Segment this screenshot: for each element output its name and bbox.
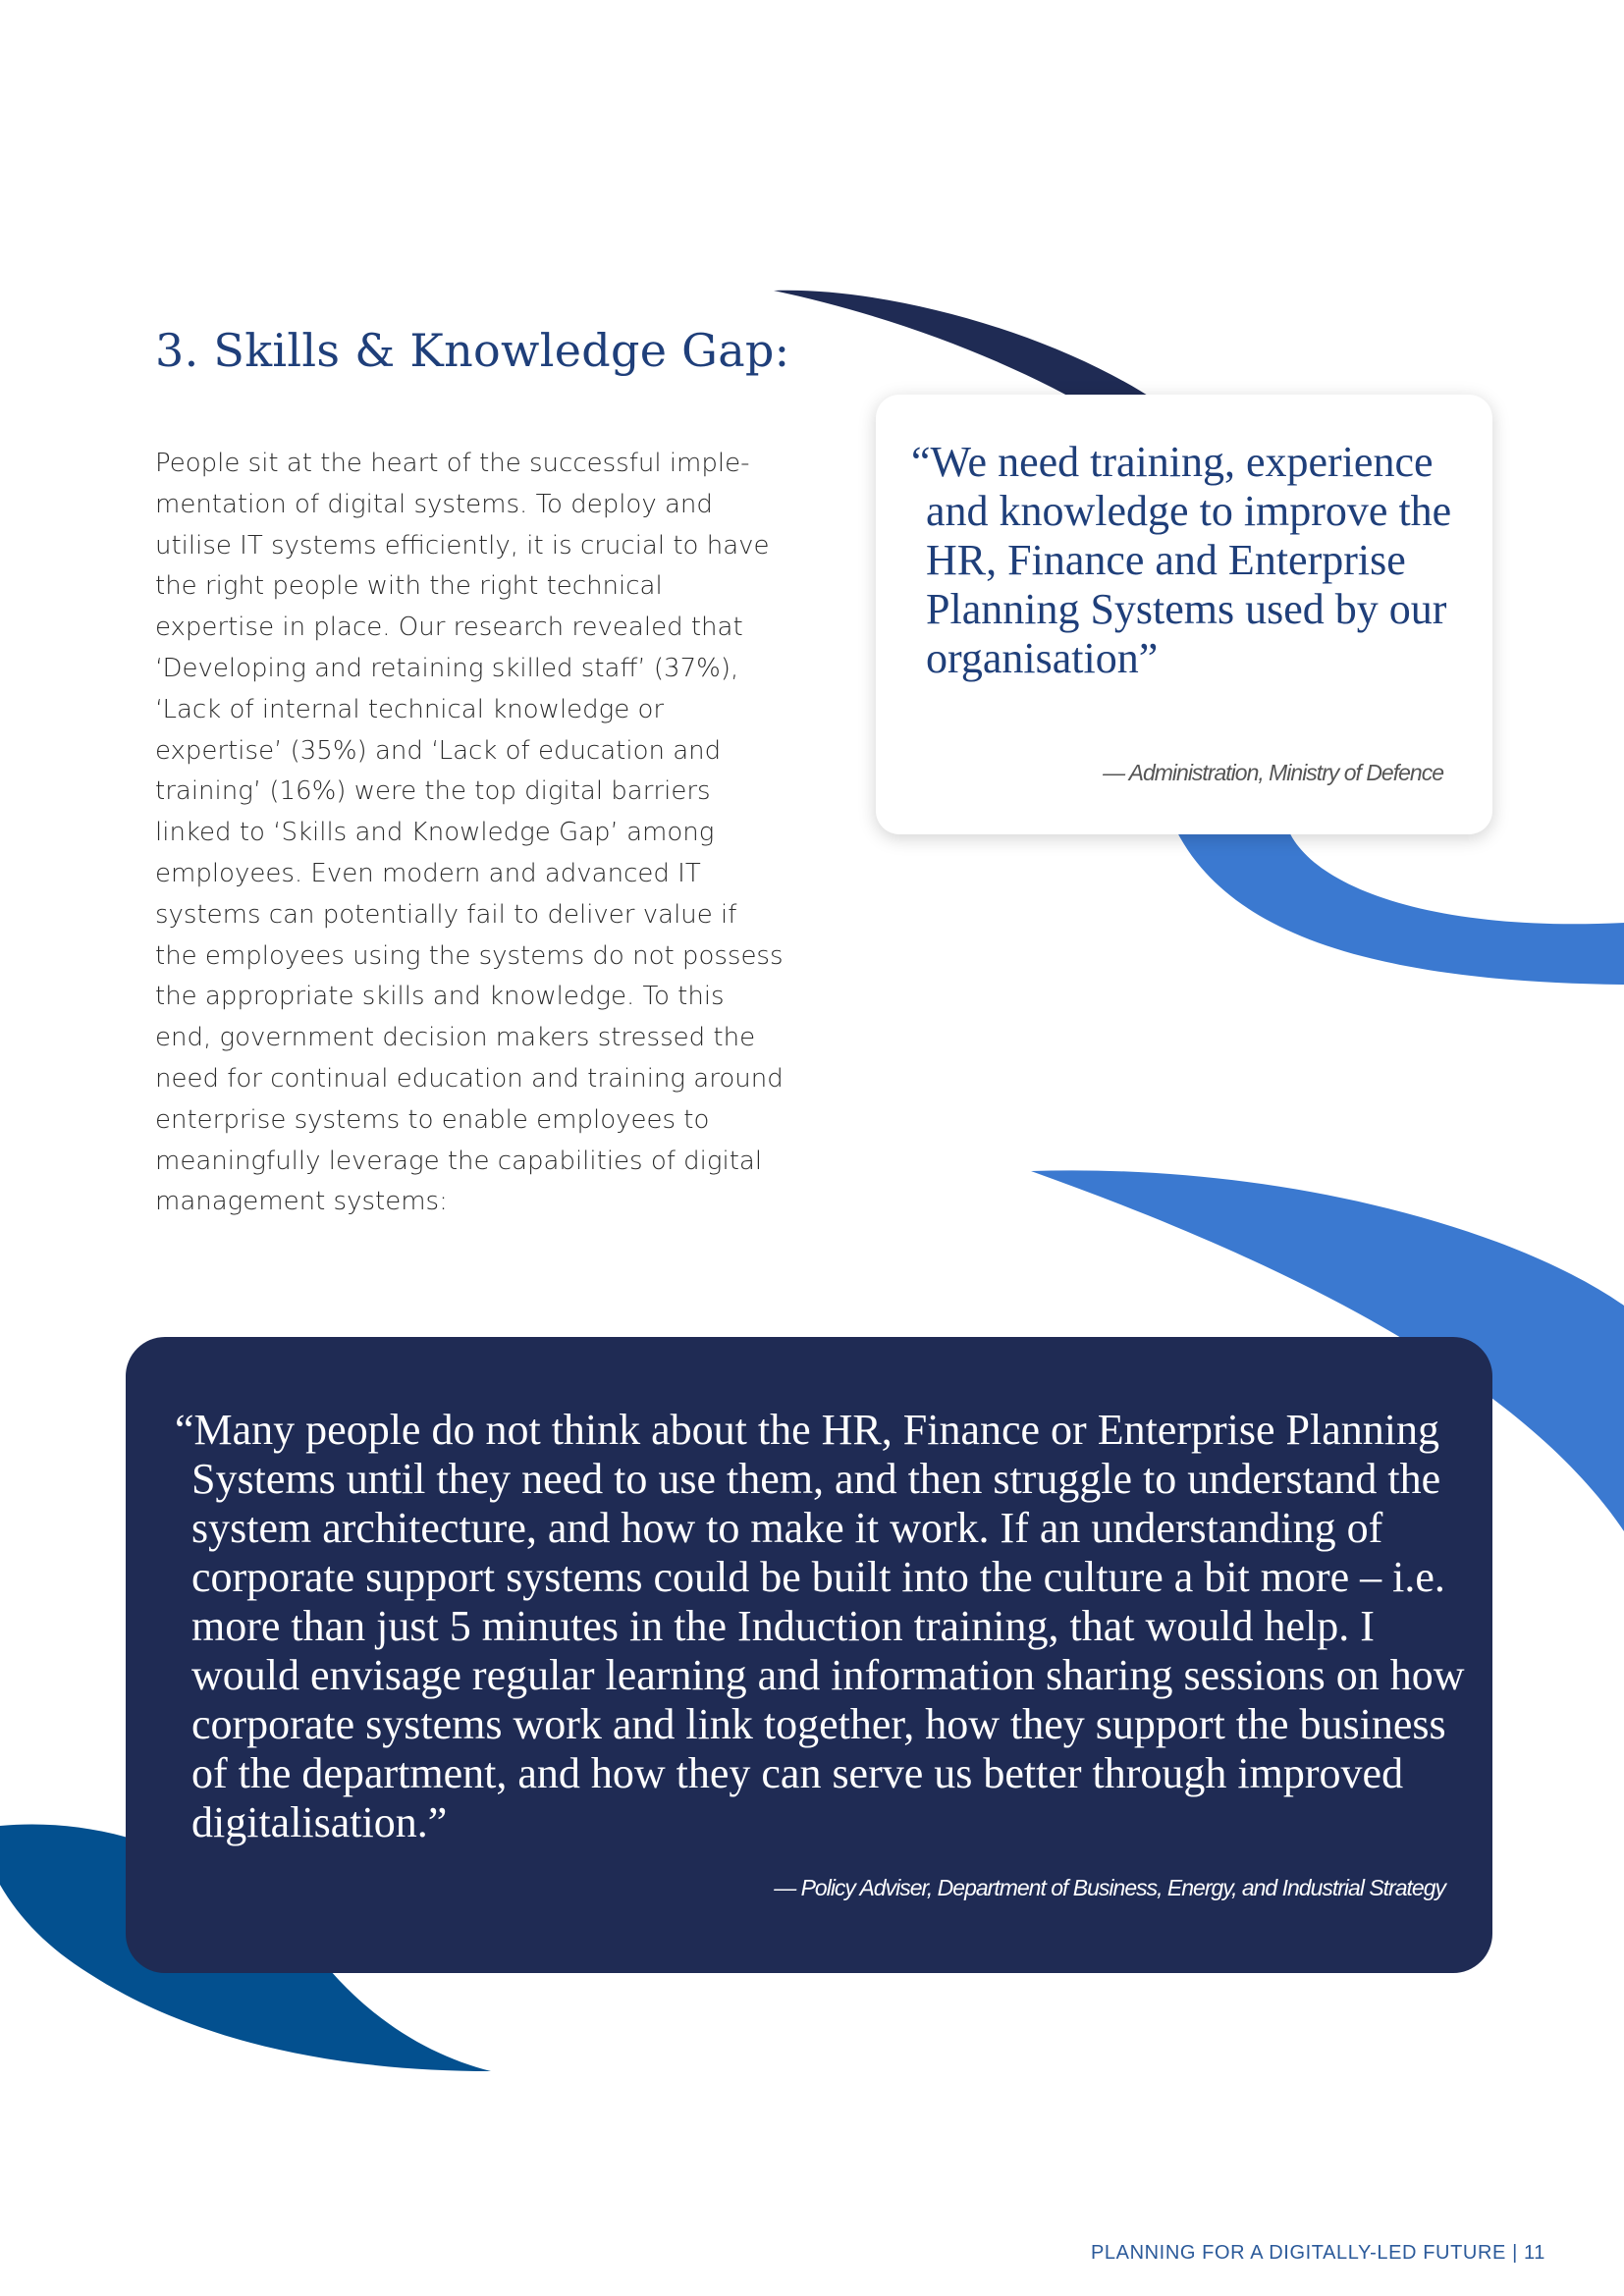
page-footer: PLANNING FOR A DIGITALLY-LED FUTURE | 11 <box>1090 2242 1545 2264</box>
pull-quote-card <box>876 395 1492 834</box>
feature-quote-card <box>126 1337 1492 1973</box>
blue-swoosh-right-top <box>1173 825 1624 985</box>
pull-quote-attribution: — Administration, Ministry of Defence <box>1103 760 1443 785</box>
navy-swoosh-top <box>774 291 1159 402</box>
feature-quote-text: “Many people do not think about the HR, Finance or Enterprise Planning Systems until they need to use them, and then struggle to understand the system architecture, and how to make it work. If an understanding of corporate support systems could be built into the culture a bit more – i.e. more than just 5 minutes in the Induction training, that would help. I would envisage regular learning and information sharing sessions on how corporate systems work and link together, how they support the business of the department, and how they can serve us better through improved digitalisation.” <box>175 1406 1465 1846</box>
section-heading: 3. Skills & Knowledge Gap: <box>155 324 790 377</box>
pull-quote-text: “We need training, experience and knowledge to improve the HR, Finance and Enterprise Planning Systems used by our organisation” <box>911 438 1452 682</box>
feature-quote-attribution: — Policy Adviser, Department of Business, Energy, and Industrial Strategy <box>774 1875 1445 1900</box>
section-body-text: People sit at the heart of the successful imple-mentation of digital systems. To deploy and utilise IT systems efficiently, it is crucial to have the right people with the right technical expertise in place. Our research revealed that ‘Developing and retaining skilled staff’ (37%), ‘Lack of internal technical knowledge or expertise’ (35%) and ‘Lack of education and training’ (16%) were the top digital barriers linked to ‘Skills and Knowledge Gap’ among employees. Even modern and advanced IT systems can potentially fail to deliver value if the employees using the systems do not possess the appropriate skills and knowledge. To this end, government decision makers stressed the need for continual education and training around enterprise systems to enable employees to meaningfully leverage the capabilities of digital management systems: <box>155 449 784 1217</box>
